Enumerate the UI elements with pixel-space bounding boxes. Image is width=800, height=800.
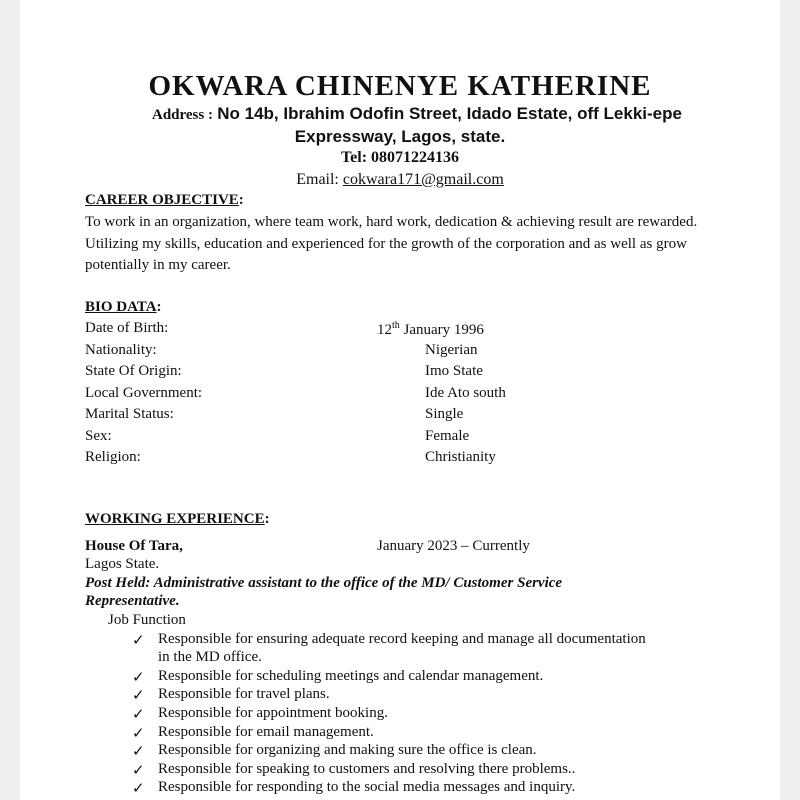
working-experience-heading: WORKING EXPERIENCE: [85,511,270,527]
bio-value-sex: Female [425,428,470,444]
bio-value-nationality: Nigerian [425,342,478,358]
bio-label-sex: Sex: [85,428,112,444]
bio-value-religion: Christianity [425,449,496,465]
post-held-line-2: Representative. [85,593,180,609]
address-line-2: Expressway, Lagos, state. [294,127,506,146]
checkmark-icon: ✓ [132,763,145,779]
address-line-1 [152,104,682,124]
bio-label-religion: Religion: [85,449,141,465]
company-location: Lagos State. [85,556,160,572]
address-label: Address : [152,107,213,123]
job-bullet: Responsible for travel plans. [158,686,330,702]
job-bullet: Responsible for email management. [158,724,374,740]
email-label: Email: [296,171,339,188]
job-bullet: Responsible for speaking to customers and resolving there problems.. [158,761,576,777]
bio-label-state: State Of Origin: [85,363,182,379]
bio-label-lga: Local Government: [85,385,203,401]
checkmark-icon: ✓ [132,707,145,723]
telephone: Tel: 08071224136 [340,149,460,166]
career-objective-heading: CAREER OBJECTIVE: [85,192,244,208]
address-value: No 14b, Ibrahim Odofin Street, Idado Estate, off Lekki-epe [217,104,682,123]
bio-data-heading: BIO DATA: [85,299,162,315]
checkmark-icon: ✓ [132,744,145,760]
checkmark-icon: ✓ [132,688,145,704]
post-held-line-1: Post Held: Administrative assistant to the office of the MD/ Customer Service [85,575,563,591]
job-bullet-continuation: in the MD office. [158,649,262,665]
job-bullet: Responsible for appointment booking. [158,705,388,721]
bio-label-dob: Date of Birth: [85,320,169,336]
bio-value-dob: 12th January 1996 [377,320,484,338]
company-name: House Of Tara, [85,538,183,554]
email-link[interactable]: cokwara171@gmail.com [342,171,504,188]
job-bullet: Responsible for responding to the social media messages and inquiry. [158,779,576,795]
bio-label-marital: Marital Status: [85,406,174,422]
email-line [20,171,780,189]
job-bullet: Responsible for organizing and making sure the office is clean. [158,742,537,758]
checkmark-icon: ✓ [132,633,145,649]
bio-value-marital: Single [425,406,464,422]
employment-period: January 2023 – Currently [377,538,530,554]
checkmark-icon: ✓ [132,781,145,797]
bio-value-state: Imo State [425,363,483,379]
job-bullet: Responsible for scheduling meetings and calendar management. [158,668,544,684]
checkmark-icon: ✓ [132,726,145,742]
job-function-label: Job Function [108,612,186,628]
resume-page [20,0,780,800]
candidate-name: OKWARA CHINENYE KATHERINE [148,70,652,102]
job-bullet: Responsible for ensuring adequate record keeping and manage all documentation [158,631,646,647]
checkmark-icon: ✓ [132,670,145,686]
career-objective-text: To work in an organization, where team work, hard work, dedication & achieving result are rewarded. Utilizing my skills, education and experienced for the growth of the corporation and as well as grow potentially in my career. [85,214,698,273]
bio-label-nationality: Nationality: [85,342,157,358]
bio-value-lga: Ide Ato south [425,385,506,401]
